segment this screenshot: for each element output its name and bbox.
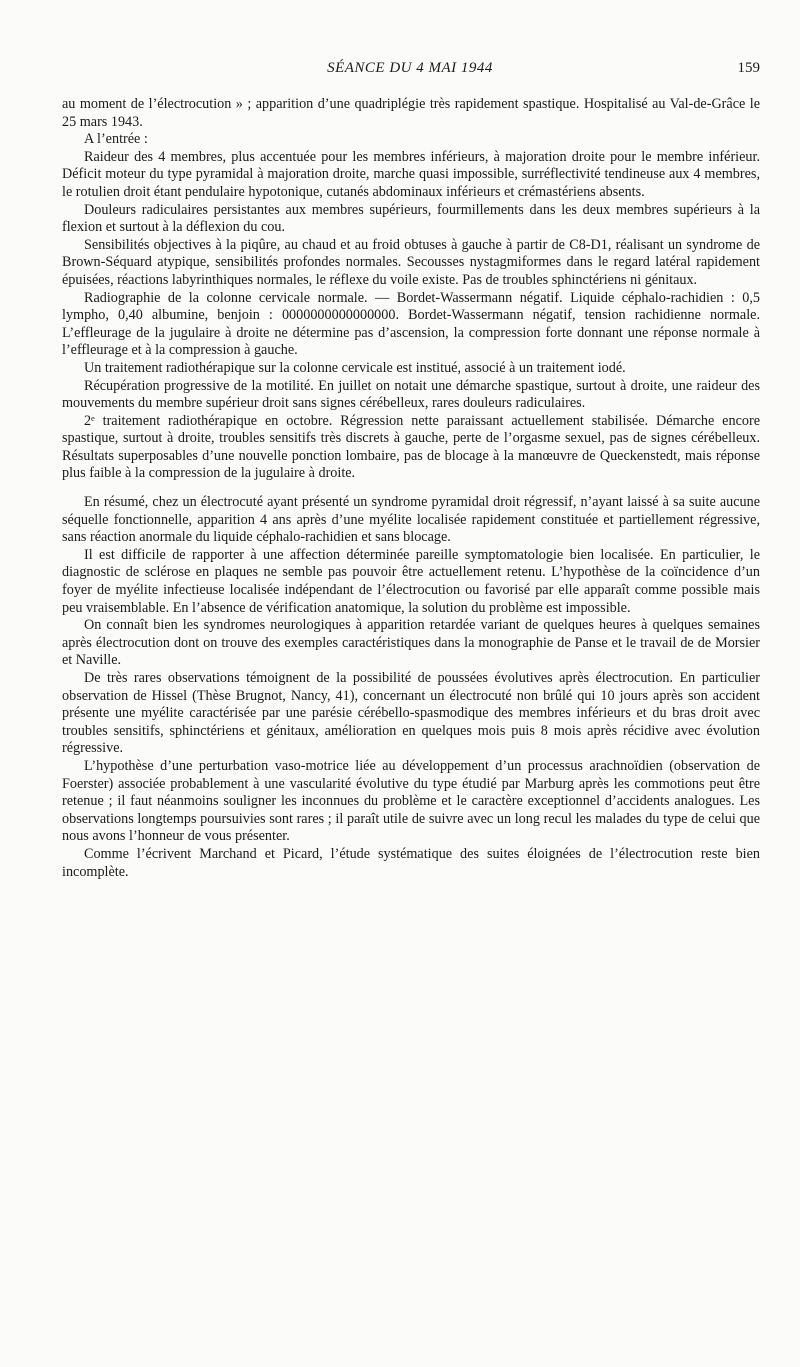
paragraph-second-treatment: 2ᵉ traitement radiothérapique en octobre. Régression nette paraissant actuellement stabilisée. Démarche encore spastique, surtout à droite, troubles sensitifs très discrets à gauche, perte de l’orgasme sexuel, pas de signes cérébelleux. Résultats superposables d’une nouvelle ponction lombaire, pas de blocage à la manœuvre de Queckenstedt, mais réponse plus faible à la compression de la jugulaire à droite. [62, 412, 760, 482]
paragraph-rare-observations: De très rares observations témoignent de la possibilité de poussées évolutives après électrocution. En particulier observation de Hissel (Thèse Brugnot, Nancy, 41), concernant un électrocuté non brûlé qui 10 jours après son accident présente une myélite caractérisée par une parésie cérébello-spasmodique des membres inférieurs et du bras droit avec troubles sensitifs, sphinctériens et génitaux, amélioration en quelques mois puis 8 mois après récidive avec évolution régressive. [62, 670, 760, 757]
page-number: 159 [737, 60, 760, 76]
paragraph-known-syndromes: On connaît bien les syndromes neurologiques à apparition retardée variant de quelques heures à quelques semaines après électrocution dont on trouve des exemples caractéristiques dans la monographie de Panse et le travail de de Morsier et Naville. [62, 617, 760, 669]
paragraph-recovery: Récupération progressive de la motilité. En juillet on notait une démarche spastique, surtout à droite, une raideur des mouvements du membre supérieur droit sans signes cérébelleux, rares douleurs radiculaires. [62, 377, 760, 412]
paragraph-sensibilities: Sensibilités objectives à la piqûre, au chaud et au froid obtuses à gauche à partir de C8-D1, réalisant un syndrome de Brown-Séquard atypique, sensibilités profondes normales. Secousses nystagmiformes dans le regard latéral rapidement épuisées, réactions labyrinthiques normales, le réflexe du voile existe. Pas de troubles sphinctériens ni génitaux. [62, 236, 760, 288]
paragraph-continuation: au moment de l’électrocution » ; apparition d’une quadriplégie très rapidement spastique. Hospitalisé au Val-de-Grâce le 25 mars 1943. [62, 96, 760, 130]
paragraph-radiography: Radiographie de la colonne cervicale normale. — Bordet-Wassermann négatif. Liquide céphalo-rachidien : 0,5 lympho, 0,40 albumine, benjoin : 0000000000000000. Bordet-Wassermann négatif, tension rachidienne normale. L’effleurage de la jugulaire à droite ne détermine pas d’ascension, la compression forte donnant une réponse normale à l’effleurage et à la compression à gauche. [62, 289, 760, 359]
paragraph-radicular-pain: Douleurs radiculaires persistantes aux membres supérieurs, fourmillements dans les deux membres supérieurs à la flexion et surtout à la déflexion du cou. [62, 201, 760, 236]
body-text [62, 96, 760, 881]
paragraph-summary: En résumé, chez un électrocuté ayant présenté un syndrome pyramidal droit régressif, n’ayant laissé à sa suite aucune séquelle fonctionnelle, apparition 4 ans après d’une myélite localisée rapidement constituée et partiellement régressive, sans réaction anormale du liquide céphalo-rachidien et sans blocage. [62, 494, 760, 546]
running-head: SÉANCE DU 4 MAI 1944 [327, 60, 493, 76]
paragraph-treatment: Un traitement radiothérapique sur la colonne cervicale est institué, associé à un traitement iodé. [84, 359, 626, 376]
paragraph-conclusion: Comme l’écrivent Marchand et Picard, l’étude systématique des suites éloignées de l’électrocution reste bien incomplète. [62, 845, 760, 880]
paragraph-admission-heading: A l’entrée : [84, 131, 148, 148]
page-header [60, 60, 760, 82]
paragraph-hypothesis: L’hypothèse d’une perturbation vaso-motrice liée au développement d’un processus arachnoïdien (observation de Foerster) associée probablement à une vascularité évolutive du type étudié par Marburg après les commotions peut être retenue ; il faut néanmoins souligner les inconnues du problème et le caractère exceptionnel d’accidents analogues. Les observations longtemps poursuivies sont rares ; il paraît utile de suivre avec un long recul les malades du type de celui que nous avons l’honneur de vous présenter. [62, 757, 760, 845]
section-gap [62, 483, 760, 494]
paragraph-difficulty: Il est difficile de rapporter à une affection déterminée pareille symptomatologie bien localisée. En particulier, le diagnostic de sclérose en plaques ne semble pas pouvoir être actuellement retenu. L’hypothèse de la coïncidence d’un foyer de myélite infectieuse localisée indépendant de l’électrocution ou favorisé par elle apparaît comme possible mais peu vraisemblable. En l’absence de vérification anatomique, la solution du problème est impossible. [62, 546, 760, 616]
paragraph-stiffness: Raideur des 4 membres, plus accentuée pour les membres inférieurs, à majoration droite pour le membre inférieur. Déficit moteur du type pyramidal à majoration droite, marche quasi impossible, surréflectivité tendineuse aux 4 membres, le rotulien droit étant pendulaire hypotonique, cutanés abdominaux inférieurs et crémastériens absents. [62, 148, 760, 200]
